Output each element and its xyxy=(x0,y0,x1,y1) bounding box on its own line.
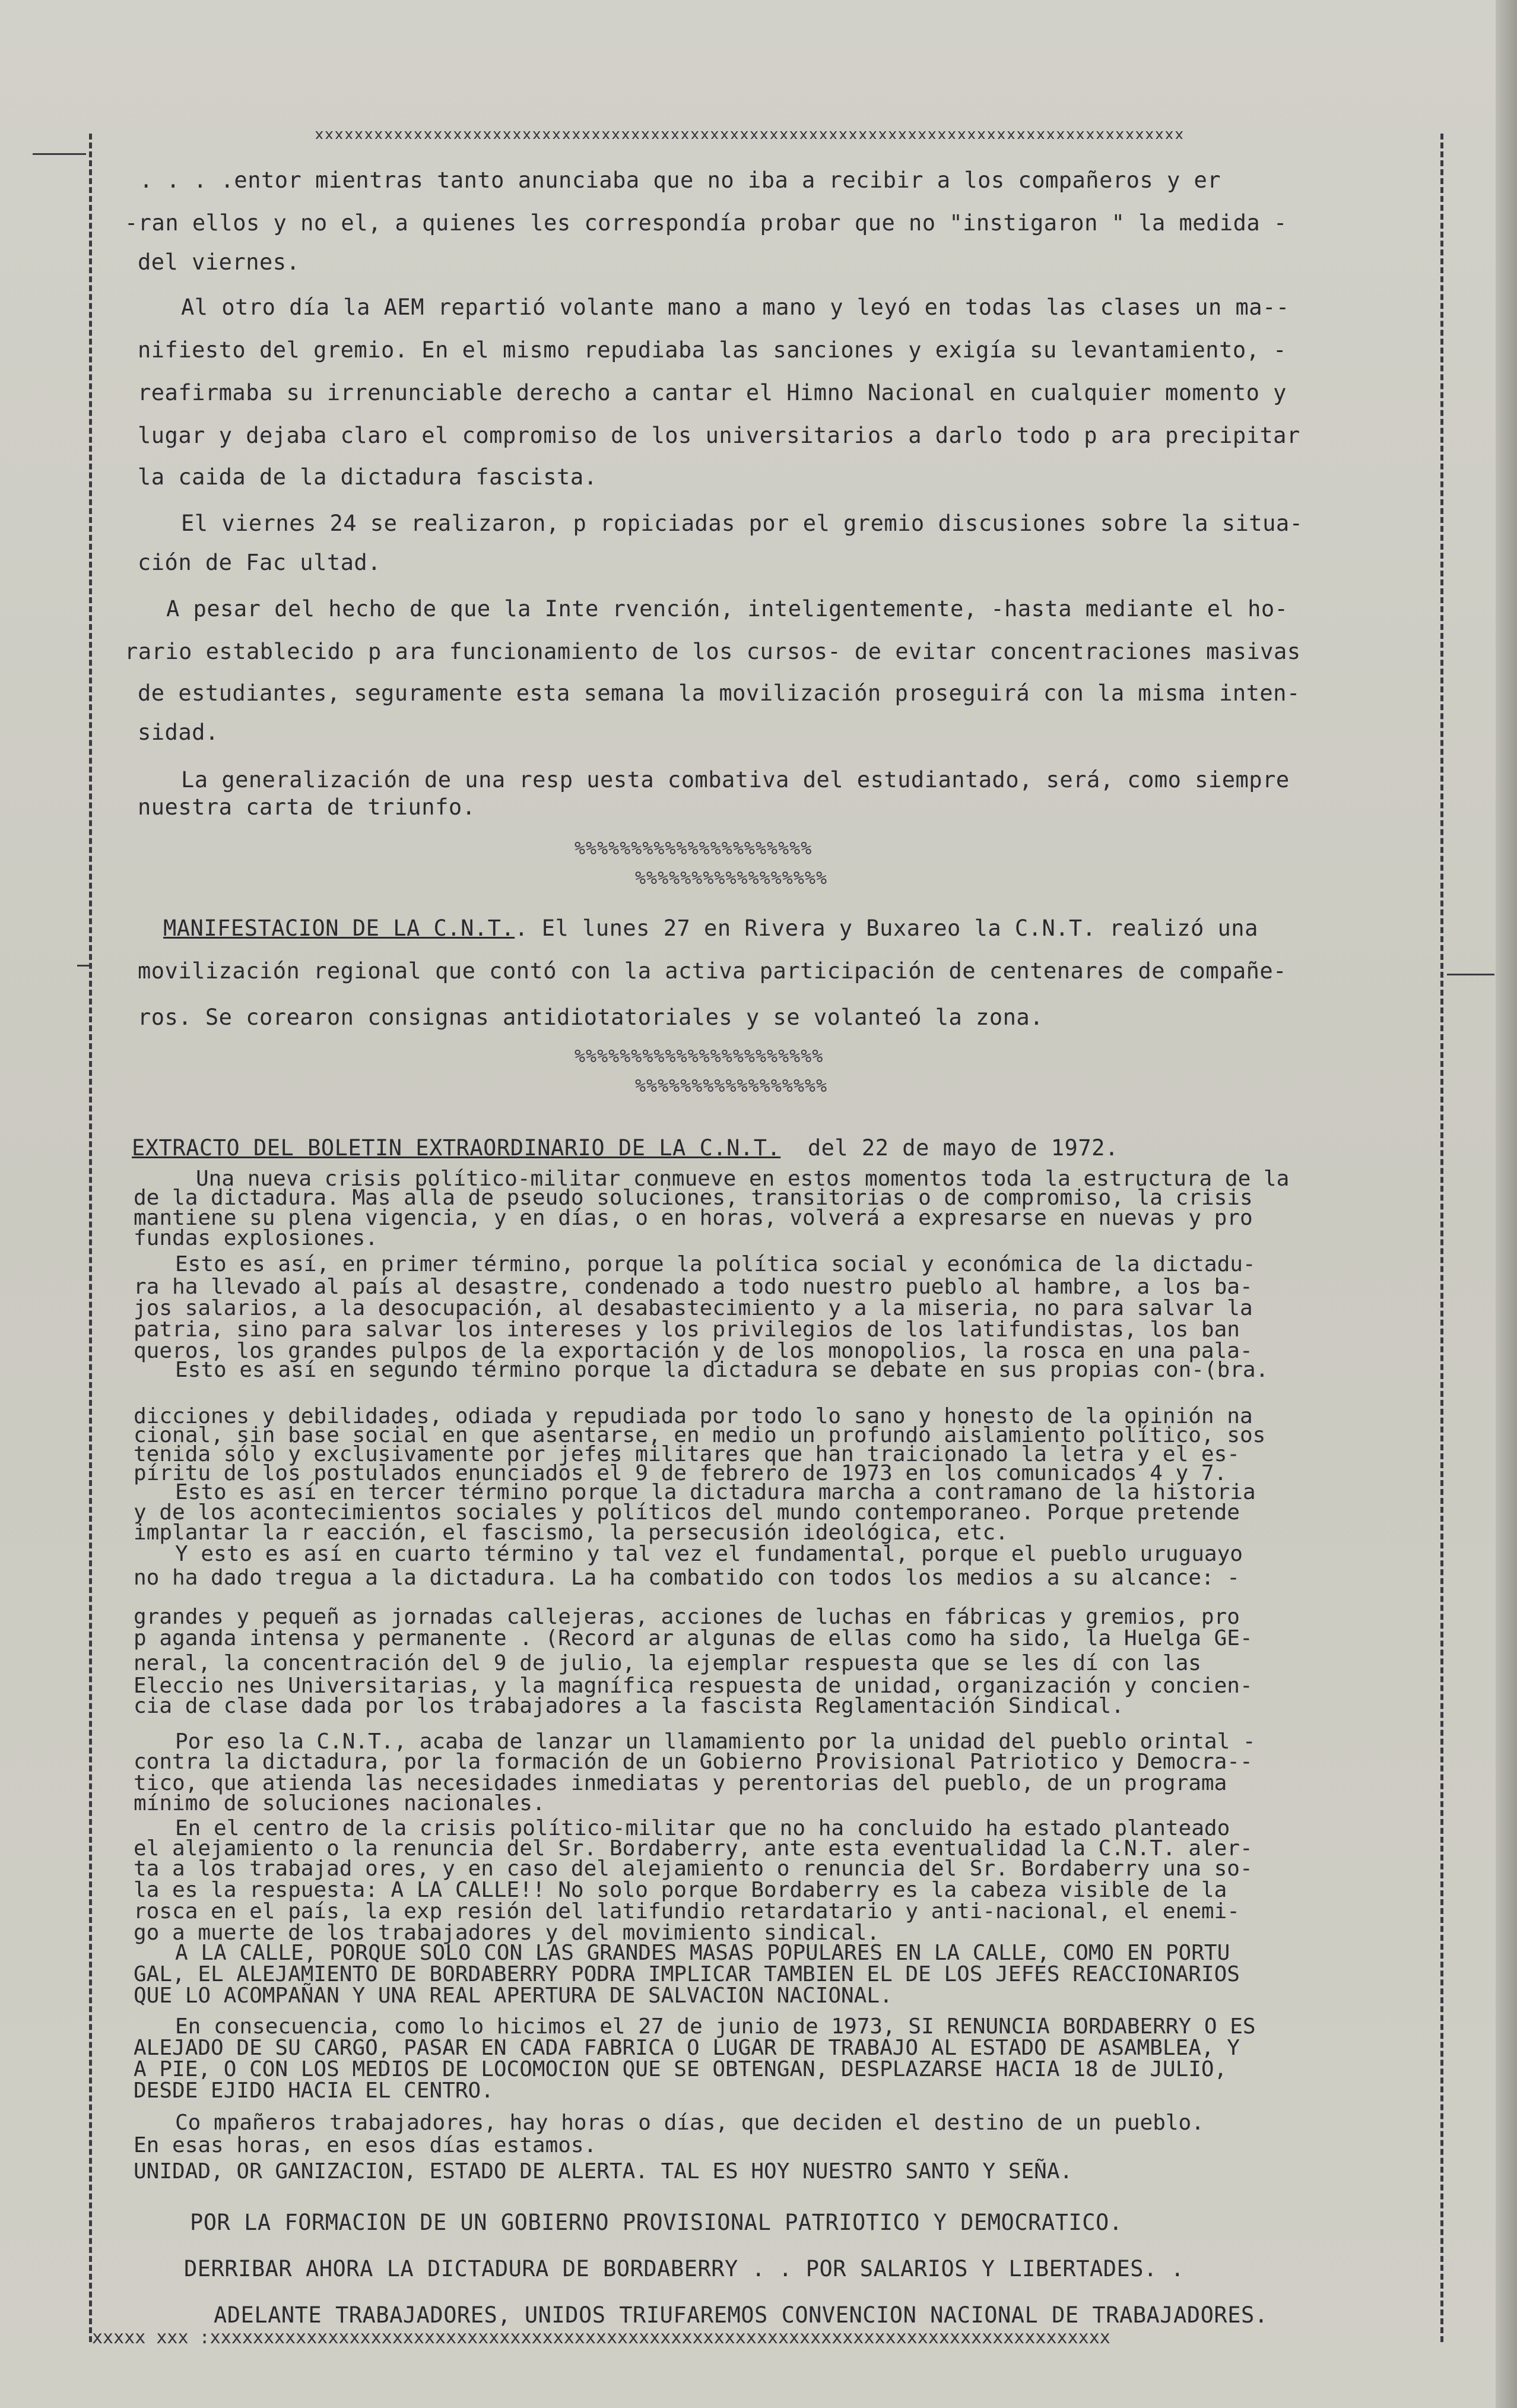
slogan-line: POR LA FORMACION DE UN GOBIERNO PROVISIONAL PATRIOTICO Y DEMOCRATICO. xyxy=(190,2210,1123,2235)
text-line: El viernes 24 se realizaron, p ropiciadas por el gremio discusiones sobre la situa- xyxy=(181,511,1303,536)
text-line: reafirmaba su irrenunciable derecho a cantar el Himno Nacional en cualquier momento y xyxy=(138,380,1287,405)
text-line: Al otro día la AEM repartió volante mano a mano y leyó en todas las clases un ma-- xyxy=(181,294,1290,320)
text-line: implantar la r eacción, el fascismo, la persecusión ideológica, etc. xyxy=(134,1520,1008,1545)
text-line: mantiene su plena vigencia, y en días, o en horas, volverá a expresarse en nuevas y pro xyxy=(134,1206,1253,1230)
extracto-date: del 22 de mayo de 1972. xyxy=(807,1135,1119,1161)
text-line: fundas explosiones. xyxy=(134,1226,378,1250)
text-line: tico, que atienda las necesidades inmediatas y perentorias del pueblo, de un programa xyxy=(134,1771,1227,1795)
page-edge-shadow xyxy=(1496,0,1517,2408)
text-line: ros. Se corearon consignas antidiotatoriales y se volanteó la zona. xyxy=(138,1005,1043,1030)
text-line: nifiesto del gremio. En el mismo repudiaba las sanciones y exigía su levantamiento, - xyxy=(138,337,1287,363)
text-line: cional, sin base social en que asentarse, en medio un profundo aislamiento político, sos xyxy=(134,1423,1266,1447)
text-line: A LA CALLE, PORQUE SOLO CON LAS GRANDES MASAS POPULARES EN LA CALLE, COMO EN PORTU xyxy=(175,1941,1230,1965)
margin-mark xyxy=(33,153,86,155)
margin-mark xyxy=(77,965,92,967)
text-line: Co mpañeros trabajadores, hay horas o días, que deciden el destino de un pueblo. xyxy=(175,2111,1204,2135)
text-line: En esas horas, en esos días estamos. xyxy=(134,2133,597,2157)
text-line: La generalización de una resp uesta combativa del estudiantado, será, como siempre xyxy=(181,767,1290,793)
text-line: Y esto es así en cuarto término y tal vez el fundamental, porque el pueblo uruguayo xyxy=(175,1542,1243,1566)
separator-ornament: %%%%%%%%%%%%%%%%% xyxy=(635,868,828,889)
text-line: queros, los grandes pulpos de la exportación y de los monopolios, la rosca en una pala- xyxy=(134,1339,1253,1363)
text-line: cia de clase dada por los trabajadores a la fascista Reglamentación Sindical. xyxy=(134,1694,1124,1718)
text-line: go a muerte de los trabajadores y del movimiento sindical. xyxy=(134,1921,880,1945)
margin-mark xyxy=(1447,974,1494,975)
text-line: ción de Fac ultad. xyxy=(138,550,381,575)
text-line: y de los acontecimientos sociales y políticos del mundo contemporaneo. Porque pretende xyxy=(134,1500,1240,1525)
text-line: nuestra carta de triunfo. xyxy=(138,794,476,820)
text-line: Por eso la C.N.T., acaba de lanzar un llamamiento por la unidad del pueblo orintal - xyxy=(175,1729,1256,1754)
text-line: DESDE EJIDO HACIA EL CENTRO. xyxy=(134,2079,494,2103)
text-line: la es la respuesta: A LA CALLE!! No solo porque Bordaberry es la cabeza visible de la xyxy=(134,1878,1227,1902)
manifestacion-title: MANIFESTACION DE LA C.N.T. xyxy=(163,915,515,941)
text-line: del viernes. xyxy=(138,249,300,275)
text-line: el alejamiento o la renuncia del Sr. Bordaberry, ante esta eventualidad la C.N.T. aler- xyxy=(134,1836,1253,1861)
text-line: Esto es así en segundo término porque la dictadura se debate en sus propias con-(bra. xyxy=(175,1358,1269,1382)
text-line: píritu de los postulados enunciados el 9 de febrero de 1973 en los comunicados 4 y 7. xyxy=(134,1461,1227,1485)
text-line: patria, sino para salvar los intereses y los privilegios de los latifundistas, los ban xyxy=(134,1317,1240,1342)
text-line: contra la dictadura, por la formación de un Gobierno Provisional Patriotico y Democra-- xyxy=(134,1750,1253,1774)
text-line: sidad. xyxy=(138,720,219,745)
text-line: Esto es así en tercer término porque la dictadura marcha a contramano de la historia xyxy=(175,1480,1256,1504)
typed-border-top: xxxxxxxxxxxxxxxxxxxxxxxxxxxxxxxxxxxxxxxxxxxxxxxxxxxxxxxxxxxxxxxxxxxxxxxxxxxxxxxxxxxxxxxx xyxy=(315,126,1185,139)
text-line: UNIDAD, OR GANIZACION, ESTADO DE ALERTA. TAL ES HOY NUESTRO SANTO Y SEÑA. xyxy=(134,2159,1073,2184)
text-line: neral, la concentración del 9 de julio, la ejemplar respuesta que se les dí con las xyxy=(134,1651,1201,1675)
text-line: p aganda intensa y permanente . (Record ar algunas de ellas como ha sido, la Huelga GE- xyxy=(134,1626,1253,1650)
text-line: de estudiantes, seguramente esta semana la movilización proseguirá con la misma inten- xyxy=(138,680,1300,706)
typed-border-bottom: xxxxx xxx :xxxxxxxxxxxxxxxxxxxxxxxxxxxxxxxxxxxxxxxxxxxxxxxxxxxxxxxxxxxxxxxxxxxxxxxxxxxxxxxxxxxx xyxy=(92,2327,1110,2345)
text-line: ra ha llevado al país al desastre, condenado a todo nuestro pueblo al hambre, a los ba- xyxy=(134,1275,1253,1299)
slogan-line: ADELANTE TRABAJADORES, UNIDOS TRIUFAREMOS CONVENCION NACIONAL DE TRABAJADORES. xyxy=(214,2302,1268,2328)
text-line: Una nueva crisis político-militar conmueve en estos momentos toda la estructura de la xyxy=(196,1167,1290,1191)
text-line: QUE LO ACOMPAÑAN Y UNA REAL APERTURA DE SALVACION NACIONAL. xyxy=(134,1984,893,2008)
extracto-heading xyxy=(132,1135,1119,1161)
text-line: dicciones y debilidades, odiada y repudiada por todo lo sano y honesto de la opinión na xyxy=(134,1404,1253,1428)
text-line: grandes y pequeñ as jornadas callejeras, acciones de luchas en fábricas y gremios, pro xyxy=(134,1605,1240,1629)
text-line: Esto es así, en primer término, porque la política social y económica de la dictadu- xyxy=(175,1252,1256,1276)
text-line: En el centro de la crisis político-militar que no ha concluido ha estado planteado xyxy=(175,1816,1230,1840)
text-line: mínimo de soluciones nacionales. xyxy=(134,1791,545,1815)
separator-ornament: %%%%%%%%%%%%%%%%% xyxy=(635,1076,828,1097)
text-line: rosca en el país, la exp resión del latifundio retardatario y anti-nacional, el enemi- xyxy=(134,1899,1240,1924)
text-line: . . . .entor mientras tanto anunciaba que no iba a recibir a los compañeros y er xyxy=(139,167,1221,193)
text-line: ta a los trabajad ores, y en caso del alejamiento o renuncia del Sr. Bordaberry una so- xyxy=(134,1856,1253,1881)
text-line: lugar y dejaba claro el compromiso de los universitarios a darlo todo p ara precipitar xyxy=(138,423,1300,448)
manifestacion-block xyxy=(163,915,1258,942)
text-line: ALEJADO DE SU CARGO, PASAR EN CADA FABRICA O LUGAR DE TRABAJO AL ESTADO DE ASAMBLEA, Y xyxy=(134,2036,1240,2060)
text-line: movilización regional que contó con la activa participación de centenares de compañe- xyxy=(138,958,1287,984)
text-line: A pesar del hecho de que la Inte rvención, inteligentemente, -hasta mediante el ho- xyxy=(166,596,1289,622)
text-line: la caida de la dictadura fascista. xyxy=(138,464,598,490)
text-line: GAL, EL ALEJAMIENTO DE BORDABERRY PODRA IMPLICAR TAMBIEN EL DE LOS JEFES REACCIONARIOS xyxy=(134,1962,1240,1986)
text-line: A PIE, O CON LOS MEDIOS DE LOCOMOCION QUE SE OBTENGAN, DESPLAZARSE HACIA 18 de JULIO, xyxy=(134,2057,1227,2081)
text-line: tenida sólo y exclusivamente por jefes militares que han traicionado la letra y el es- xyxy=(134,1442,1240,1466)
text-line: no ha dado tregua a la dictadura. La ha combatido con todos los medios a su alcance: - xyxy=(134,1566,1240,1590)
manifestacion-line: . El lunes 27 en Rivera y Buxareo la C.N.T. realizó una xyxy=(515,915,1258,941)
text-line: rario establecido p ara funcionamiento de los cursos- de evitar concentraciones masivas xyxy=(125,639,1301,664)
text-line: de la dictadura. Mas alla de pseudo soluciones, transitorias o de compromiso, la crisis xyxy=(134,1186,1253,1210)
separator-ornament: %%%%%%%%%%%%%%%%%%%%%% xyxy=(575,1046,824,1067)
text-line: En consecuencia, como lo hicimos el 27 de junio de 1973, SI RENUNCIA BORDABERRY O ES xyxy=(175,2014,1256,2039)
extracto-title: EXTRACTO DEL BOLETIN EXTRAORDINARIO DE LA C.N.T. xyxy=(132,1135,781,1161)
text-line: Eleccio nes Universitarias, y la magnífica respuesta de unidad, organización y concien- xyxy=(134,1674,1253,1698)
slogan-line: DERRIBAR AHORA LA DICTADURA DE BORDABERRY . . POR SALARIOS Y LIBERTADES. . xyxy=(184,2256,1185,2282)
text-line: jos salarios, a la desocupación, al desabastecimiento y a la miseria, no para salvar la xyxy=(134,1296,1253,1320)
text-line: -ran ellos y no el, a quienes les correspondía probar que no "instigaron " la medida - xyxy=(125,210,1287,236)
separator-ornament: %%%%%%%%%%%%%%%%%%%%% xyxy=(575,838,813,859)
